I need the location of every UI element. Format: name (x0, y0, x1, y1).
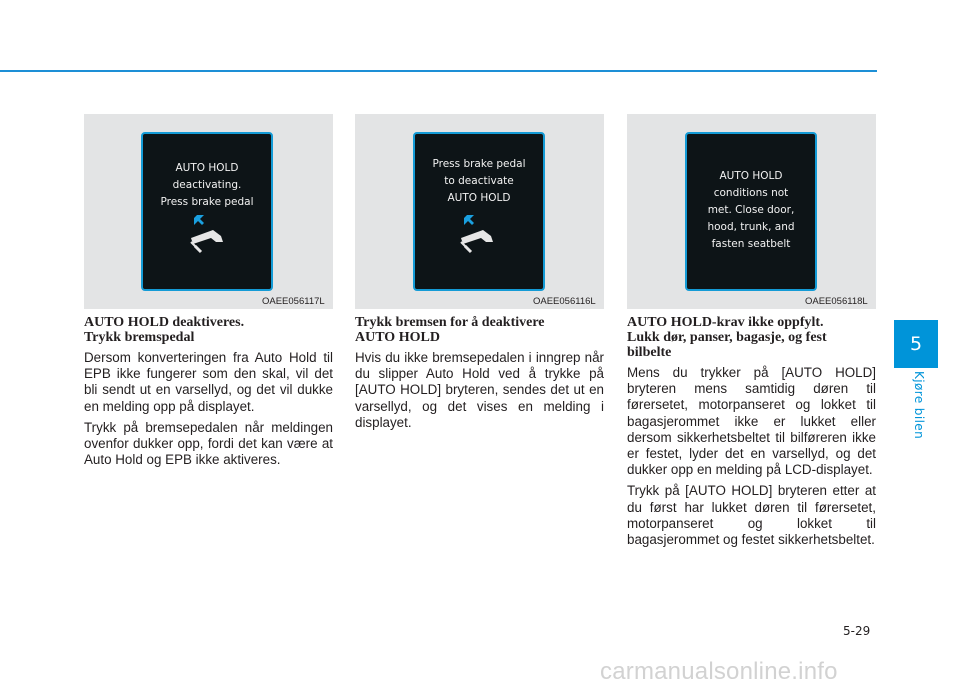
watermark: carmanualsonline.info (600, 658, 838, 685)
paragraph: Dersom konverteringen fra Auto Hold til EPB ikke fungerer som den skal, vil det bli sendt ut en varsellyd, og det vil dukke en melding opp på displayet. (84, 350, 333, 414)
display-line: met. Close door, (707, 204, 795, 216)
section-heading: AUTO HOLD-krav ikke oppfylt. Lukk dør, panser, bagasje, og fest bilbelte (627, 315, 827, 360)
display-line: fasten seatbelt (711, 238, 791, 250)
figure-code-1: OAEE056117L (262, 296, 325, 307)
figure-2 (355, 114, 604, 309)
display-line: AUTO HOLD (175, 162, 239, 174)
page-number: 5-29 (843, 624, 871, 638)
column-1 (84, 315, 333, 473)
display-line: conditions not (713, 187, 789, 199)
column-2 (355, 315, 604, 436)
display-message-3 (687, 168, 815, 253)
cluster-display-1 (141, 132, 273, 291)
display-line: AUTO HOLD (447, 192, 511, 204)
paragraph: Hvis du ikke bremsepedalen i inngrep når du slipper Auto Hold ved å trykke på [AUTO HOLD] bryteren, sendes det ut en varsellyd, og det vises en melding i displayet. (355, 350, 604, 430)
display-line: to deactivate (444, 175, 514, 187)
paragraph: Mens du trykker på [AUTO HOLD] bryteren mens samtidig døren til førersetet, motorpanseret og lokket til bagasjerommet ikke er lukket eller dersom sikkerhetsbeltet til bilføreren ikke er festet, lyder det en varsellyd, og det dukker opp en melding på LCD-displayet. (627, 365, 876, 478)
display-line: AUTO HOLD (719, 170, 783, 182)
display-line: Press brake pedal (160, 196, 254, 208)
figure-3 (627, 114, 876, 309)
display-line: deactivating. (172, 179, 242, 191)
column-3 (627, 315, 876, 553)
figure-1 (84, 114, 333, 309)
section-heading: Trykk bremsen for å deaktivere AUTO HOLD (355, 315, 545, 345)
cluster-display-3 (685, 132, 817, 291)
figure-code-3: OAEE056118L (805, 296, 868, 307)
section-heading: AUTO HOLD deaktiveres. Trykk bremspedal (84, 315, 245, 345)
paragraph: Trykk på bremsepedalen når meldingen ovenfor dukker opp, fordi det kan være at Auto Hold og EPB ikke aktiveres. (84, 419, 333, 468)
chapter-tab[interactable]: 5 (894, 320, 938, 368)
display-line: Press brake pedal (432, 158, 526, 170)
display-message-2 (415, 156, 543, 207)
display-message-1 (143, 160, 271, 211)
chapter-label: Kjøre bilen (912, 371, 926, 440)
display-line: hood, trunk, and (707, 221, 795, 233)
paragraph: Trykk på [AUTO HOLD] bryteren etter at du først har lukket døren til førersetet, motorpanseret og lokket til bagasjerommet og festet sikkerhetsbeltet. (627, 483, 876, 548)
brake-pedal-icon (183, 212, 233, 256)
brake-pedal-icon (453, 212, 503, 256)
cluster-display-2 (413, 132, 545, 291)
header-rule (0, 70, 877, 72)
figure-code-2: OAEE056116L (533, 296, 596, 307)
